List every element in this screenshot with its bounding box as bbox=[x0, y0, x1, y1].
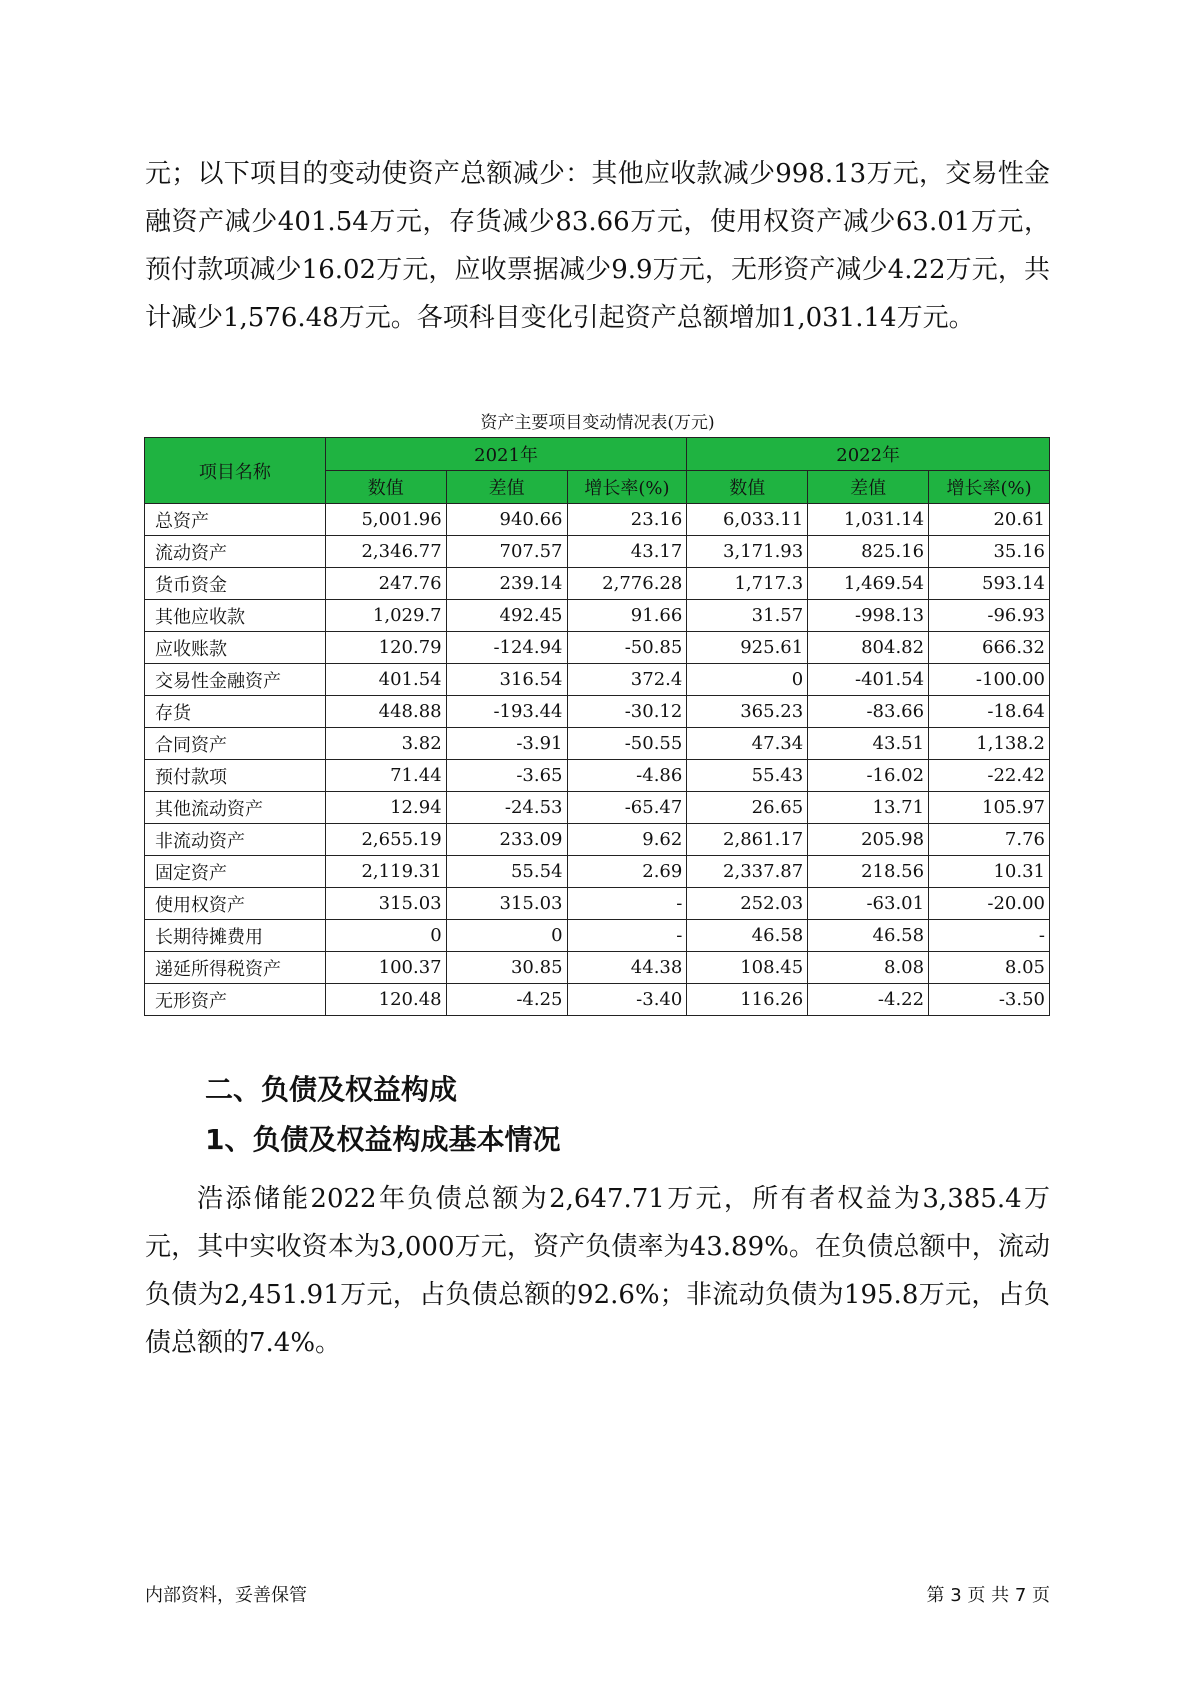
table-row bbox=[145, 728, 1050, 760]
table-cell: -3.65 bbox=[446, 760, 567, 792]
table-cell: -3.50 bbox=[929, 984, 1050, 1016]
table-cell: -50.55 bbox=[567, 728, 687, 760]
table-cell: -24.53 bbox=[446, 792, 567, 824]
table-cell: 401.54 bbox=[325, 664, 446, 696]
table-cell: -16.02 bbox=[808, 760, 929, 792]
table-cell: 315.03 bbox=[446, 888, 567, 920]
row-item-name: 无形资产 bbox=[145, 984, 326, 1016]
table-cell: 100.37 bbox=[325, 952, 446, 984]
table-row bbox=[145, 792, 1050, 824]
table-cell: 108.45 bbox=[687, 952, 808, 984]
table-cell: -3.40 bbox=[567, 984, 687, 1016]
table-cell: 12.94 bbox=[325, 792, 446, 824]
table-cell: 1,029.7 bbox=[325, 600, 446, 632]
table-cell: 23.16 bbox=[567, 504, 687, 536]
table-cell: 3,171.93 bbox=[687, 536, 808, 568]
table-cell: 925.61 bbox=[687, 632, 808, 664]
row-item-name: 交易性金融资产 bbox=[145, 664, 326, 696]
table-cell: - bbox=[929, 920, 1050, 952]
table-cell: 666.32 bbox=[929, 632, 1050, 664]
table-cell: 105.97 bbox=[929, 792, 1050, 824]
table-row bbox=[145, 760, 1050, 792]
table-cell: 825.16 bbox=[808, 536, 929, 568]
table-cell: 9.62 bbox=[567, 824, 687, 856]
table-cell: -20.00 bbox=[929, 888, 1050, 920]
table-cell: 6,033.11 bbox=[687, 504, 808, 536]
table-cell: 1,138.2 bbox=[929, 728, 1050, 760]
table-cell: 940.66 bbox=[446, 504, 567, 536]
table-cell: 205.98 bbox=[808, 824, 929, 856]
table-cell: -83.66 bbox=[808, 696, 929, 728]
table-cell: -124.94 bbox=[446, 632, 567, 664]
table-row bbox=[145, 536, 1050, 568]
table-cell: 2,861.17 bbox=[687, 824, 808, 856]
liability-paragraph: 浩添储能2022年负债总额为2,647.71万元，所有者权益为3,385.4万元，其中实收资本为3,000万元，资产负债率为43.89%。在负债总额中，流动负债为2,451.91万元，占负债总额的92.6%；非流动负债为195.8万元，占负债总额的7.4%。 bbox=[145, 1184, 1050, 1358]
item-name-header: 项目名称 bbox=[145, 438, 326, 504]
subheader-value-2022: 数值 bbox=[687, 471, 808, 504]
table-cell: 35.16 bbox=[929, 536, 1050, 568]
table-cell: -96.93 bbox=[929, 600, 1050, 632]
table-cell: - bbox=[567, 888, 687, 920]
subheader-growth-2022: 增长率(%) bbox=[929, 471, 1050, 504]
table-cell: 2.69 bbox=[567, 856, 687, 888]
table-cell: 71.44 bbox=[325, 760, 446, 792]
table-cell: 316.54 bbox=[446, 664, 567, 696]
table-cell: 55.54 bbox=[446, 856, 567, 888]
table-cell: -193.44 bbox=[446, 696, 567, 728]
table-row bbox=[145, 888, 1050, 920]
table-cell: -22.42 bbox=[929, 760, 1050, 792]
table-cell: 707.57 bbox=[446, 536, 567, 568]
subheader-diff-2021: 差值 bbox=[446, 471, 567, 504]
section-heading: 二、负债及权益构成 bbox=[205, 1073, 458, 1106]
table-cell: 233.09 bbox=[446, 824, 567, 856]
table-row bbox=[145, 920, 1050, 952]
table-cell: 2,346.77 bbox=[325, 536, 446, 568]
table-cell: - bbox=[567, 920, 687, 952]
table-cell: 0 bbox=[446, 920, 567, 952]
footer-confidential-note: 内部资料，妥善保管 bbox=[145, 1585, 307, 1606]
table-cell: 1,469.54 bbox=[808, 568, 929, 600]
row-item-name: 非流动资产 bbox=[145, 824, 326, 856]
table-cell: -100.00 bbox=[929, 664, 1050, 696]
table-cell: -4.86 bbox=[567, 760, 687, 792]
year-header-2022: 2022年 bbox=[687, 438, 1050, 471]
table-cell: 55.43 bbox=[687, 760, 808, 792]
row-item-name: 合同资产 bbox=[145, 728, 326, 760]
table-cell: 26.65 bbox=[687, 792, 808, 824]
table-cell: 7.76 bbox=[929, 824, 1050, 856]
table-cell: 8.08 bbox=[808, 952, 929, 984]
table-cell: -50.85 bbox=[567, 632, 687, 664]
row-item-name: 货币资金 bbox=[145, 568, 326, 600]
table-row bbox=[145, 984, 1050, 1016]
table-cell: 247.76 bbox=[325, 568, 446, 600]
table-cell: 120.48 bbox=[325, 984, 446, 1016]
table-cell: 218.56 bbox=[808, 856, 929, 888]
table-body bbox=[145, 504, 1050, 1016]
table-cell: 492.45 bbox=[446, 600, 567, 632]
table-cell: 372.4 bbox=[567, 664, 687, 696]
table-cell: 30.85 bbox=[446, 952, 567, 984]
row-item-name: 递延所得税资产 bbox=[145, 952, 326, 984]
row-item-name: 其他流动资产 bbox=[145, 792, 326, 824]
table-cell: 2,119.31 bbox=[325, 856, 446, 888]
table-cell: 593.14 bbox=[929, 568, 1050, 600]
table-cell: 20.61 bbox=[929, 504, 1050, 536]
table-cell: 804.82 bbox=[808, 632, 929, 664]
table-cell: -18.64 bbox=[929, 696, 1050, 728]
table-cell: -30.12 bbox=[567, 696, 687, 728]
table-cell: 13.71 bbox=[808, 792, 929, 824]
header-row-years bbox=[145, 438, 1050, 471]
table-row bbox=[145, 824, 1050, 856]
table-cell: 1,717.3 bbox=[687, 568, 808, 600]
table-cell: 43.51 bbox=[808, 728, 929, 760]
table-cell: 8.05 bbox=[929, 952, 1050, 984]
table-cell: 10.31 bbox=[929, 856, 1050, 888]
table-cell: 2,776.28 bbox=[567, 568, 687, 600]
table-row bbox=[145, 568, 1050, 600]
asset-change-table bbox=[144, 437, 1050, 1016]
table-row bbox=[145, 632, 1050, 664]
table-cell: 31.57 bbox=[687, 600, 808, 632]
intro-paragraph: 元；以下项目的变动使资产总额减少：其他应收款减少998.13万元，交易性金融资产减少401.54万元，存货减少83.66万元，使用权资产减少63.01万元，预付款项减少16.02万元，应收票据减少9.9万元，无形资产减少4.22万元，共计减少1,576.48万元。各项科目变化引起资产总额增加1,031.14万元。 bbox=[145, 159, 1050, 333]
row-item-name: 使用权资产 bbox=[145, 888, 326, 920]
row-item-name: 流动资产 bbox=[145, 536, 326, 568]
table-cell: 46.58 bbox=[808, 920, 929, 952]
subheader-diff-2022: 差值 bbox=[808, 471, 929, 504]
row-item-name: 固定资产 bbox=[145, 856, 326, 888]
table-cell: 47.34 bbox=[687, 728, 808, 760]
table-row bbox=[145, 600, 1050, 632]
table-row bbox=[145, 664, 1050, 696]
row-item-name: 应收账款 bbox=[145, 632, 326, 664]
table-cell: 120.79 bbox=[325, 632, 446, 664]
table-cell: 2,337.87 bbox=[687, 856, 808, 888]
table-cell: 91.66 bbox=[567, 600, 687, 632]
table-cell: 1,031.14 bbox=[808, 504, 929, 536]
table-cell: 46.58 bbox=[687, 920, 808, 952]
table-cell: 0 bbox=[325, 920, 446, 952]
table-cell: 43.17 bbox=[567, 536, 687, 568]
table-cell: -4.22 bbox=[808, 984, 929, 1016]
footer-page-number: 第 3 页 共 7 页 bbox=[926, 1585, 1050, 1606]
subheader-growth-2021: 增长率(%) bbox=[567, 471, 687, 504]
subheader-value-2021: 数值 bbox=[325, 471, 446, 504]
row-item-name: 存货 bbox=[145, 696, 326, 728]
table-cell: 315.03 bbox=[325, 888, 446, 920]
table-cell: 44.38 bbox=[567, 952, 687, 984]
row-item-name: 其他应收款 bbox=[145, 600, 326, 632]
table-cell: -63.01 bbox=[808, 888, 929, 920]
row-item-name: 长期待摊费用 bbox=[145, 920, 326, 952]
table-cell: 5,001.96 bbox=[325, 504, 446, 536]
row-item-name: 预付款项 bbox=[145, 760, 326, 792]
table-cell: 365.23 bbox=[687, 696, 808, 728]
table-cell: 0 bbox=[687, 664, 808, 696]
table-cell: 116.26 bbox=[687, 984, 808, 1016]
row-item-name: 总资产 bbox=[145, 504, 326, 536]
year-header-2021: 2021年 bbox=[325, 438, 687, 471]
table-cell: 239.14 bbox=[446, 568, 567, 600]
table-caption: 资产主要项目变动情况表(万元) bbox=[480, 413, 715, 433]
table-cell: -65.47 bbox=[567, 792, 687, 824]
table-cell: -4.25 bbox=[446, 984, 567, 1016]
table-row bbox=[145, 856, 1050, 888]
table-cell: -3.91 bbox=[446, 728, 567, 760]
table-cell: -998.13 bbox=[808, 600, 929, 632]
table-cell: 3.82 bbox=[325, 728, 446, 760]
table-cell: 448.88 bbox=[325, 696, 446, 728]
table-row bbox=[145, 696, 1050, 728]
subsection-heading: 1、负债及权益构成基本情况 bbox=[205, 1123, 561, 1156]
table-row bbox=[145, 952, 1050, 984]
table-cell: 2,655.19 bbox=[325, 824, 446, 856]
table-cell: 252.03 bbox=[687, 888, 808, 920]
table-row bbox=[145, 504, 1050, 536]
table-cell: -401.54 bbox=[808, 664, 929, 696]
